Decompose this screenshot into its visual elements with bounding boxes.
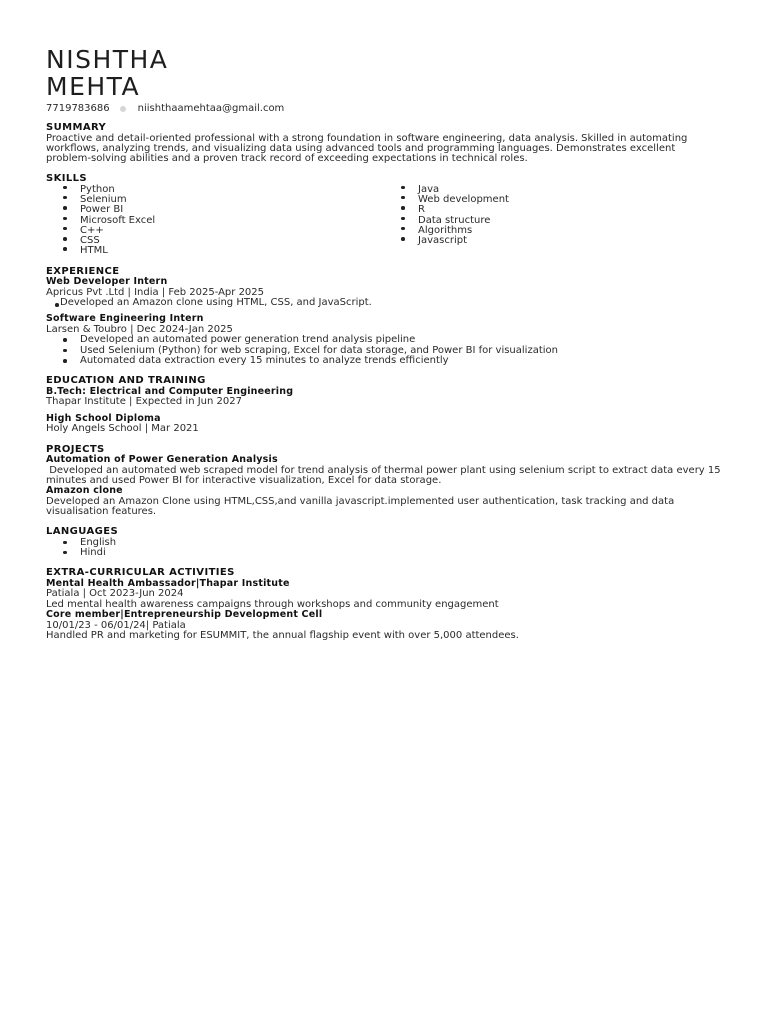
experience-entry <box>46 277 722 308</box>
summary-text: Proactive and detail-oriented professional with a strong foundation in software engineering, data analysis. Skilled in automating workflows, analyzing trends, and visualizing data using advanced tools and programming languages. Demonstrates excellent problem-solving abilities and a proven track record of exceeding expectations in technical roles. <box>46 132 688 164</box>
degree-meta: Holy Angels School | Mar 2021 <box>46 423 199 435</box>
job-bullet: Automated data extraction every 15 minutes to analyze trends efficiently <box>46 356 722 366</box>
activity-description: Led mental health awareness campaigns through workshops and community engagement <box>46 598 499 610</box>
activity-entry <box>46 610 722 642</box>
project-entry <box>46 486 722 517</box>
activity-entry <box>46 579 722 611</box>
skill-item: HTML <box>46 246 384 256</box>
activity-role: Core member|Entrepreneurship Development Cell <box>46 609 323 621</box>
skill-item: Power BI <box>46 205 384 215</box>
phone-number: 7719783686 <box>46 103 110 114</box>
activity-meta: Patiala | Oct 2023-Jun 2024 <box>46 588 184 600</box>
skill-item: CSS <box>46 236 384 246</box>
project-description: Developed an automated web scraped model for trend analysis of thermal power plant using selenium script to extract data every 15 minutes and used Power BI for interactive visualization, Excel for data storage. <box>46 464 724 487</box>
job-meta: Larsen & Toubro | Dec 2024-Jan 2025 <box>46 323 233 335</box>
skill-item: C++ <box>46 226 384 236</box>
project-description: Developed an Amazon Clone using HTML,CSS,and vanilla javascript.implemented user authentication, task tracking and data visualisation features. <box>46 495 675 517</box>
projects-heading: PROJECTS <box>46 443 105 455</box>
degree-title: B.Tech: Electrical and Computer Engineering <box>46 385 294 397</box>
skills-list <box>46 185 722 257</box>
job-bullet: Developed an automated power generation trend analysis pipeline <box>46 335 722 345</box>
languages-heading: LANGUAGES <box>46 526 119 538</box>
language-item: Hindi <box>46 548 722 558</box>
job-title: Software Engineering Intern <box>46 313 204 325</box>
experience-entry <box>46 314 722 366</box>
first-name: NISHTHA <box>46 45 169 74</box>
email-address: niishthaamehtaa@gmail.com <box>137 103 285 114</box>
education-entry <box>46 387 722 408</box>
skill-item: R <box>384 205 722 215</box>
project-title: Amazon clone <box>46 485 123 497</box>
job-title: Web Developer Intern <box>46 276 168 288</box>
skill-item: Selenium <box>46 195 384 205</box>
language-item: English <box>46 538 722 548</box>
project-entry <box>46 455 722 486</box>
skill-item: Javascript <box>384 236 722 246</box>
skill-item: Microsoft Excel <box>46 216 384 226</box>
summary-heading: SUMMARY <box>46 122 107 133</box>
job-bullet: Used Selenium (Python) for web scraping, Excel for data storage, and Power BI for visualization <box>46 346 722 356</box>
degree-meta: Thapar Institute | Expected in Jun 2027 <box>46 396 242 408</box>
degree-title: High School Diploma <box>46 412 161 424</box>
job-meta: Apricus Pvt .Ltd | India | Feb 2025-Apr 2025 <box>46 286 265 298</box>
education-entry <box>46 414 722 435</box>
name-header <box>46 46 168 100</box>
skills-column-right <box>384 185 722 257</box>
languages-list <box>46 538 722 559</box>
skills-heading: SKILLS <box>46 173 88 185</box>
skill-item: Web development <box>384 195 722 205</box>
project-title: Automation of Power Generation Analysis <box>46 454 278 466</box>
activities-heading: EXTRA-CURRICULAR ACTIVITIES <box>46 567 235 579</box>
skill-item: Java <box>384 185 722 195</box>
job-bullets <box>46 298 722 308</box>
job-bullet: Developed an Amazon clone using HTML, CSS, and JavaScript. <box>46 298 722 308</box>
skills-column-left <box>46 185 384 257</box>
skill-item: Algorithms <box>384 226 722 236</box>
activity-role: Mental Health Ambassador|Thapar Institute <box>46 577 290 589</box>
contact-line <box>46 103 284 114</box>
activity-meta: 10/01/23 - 06/01/24| Patiala <box>46 619 186 631</box>
skill-item: Data structure <box>384 216 722 226</box>
education-heading: EDUCATION AND TRAINING <box>46 375 206 387</box>
experience-heading: EXPERIENCE <box>46 265 120 277</box>
resume-content <box>46 123 722 642</box>
job-bullets <box>46 335 722 366</box>
last-name: MEHTA <box>46 72 141 101</box>
separator-dot <box>120 106 126 112</box>
skill-item: Python <box>46 185 384 195</box>
activity-description: Handled PR and marketing for ESUMMIT, the annual flagship event with over 5,000 attendees. <box>46 630 519 642</box>
